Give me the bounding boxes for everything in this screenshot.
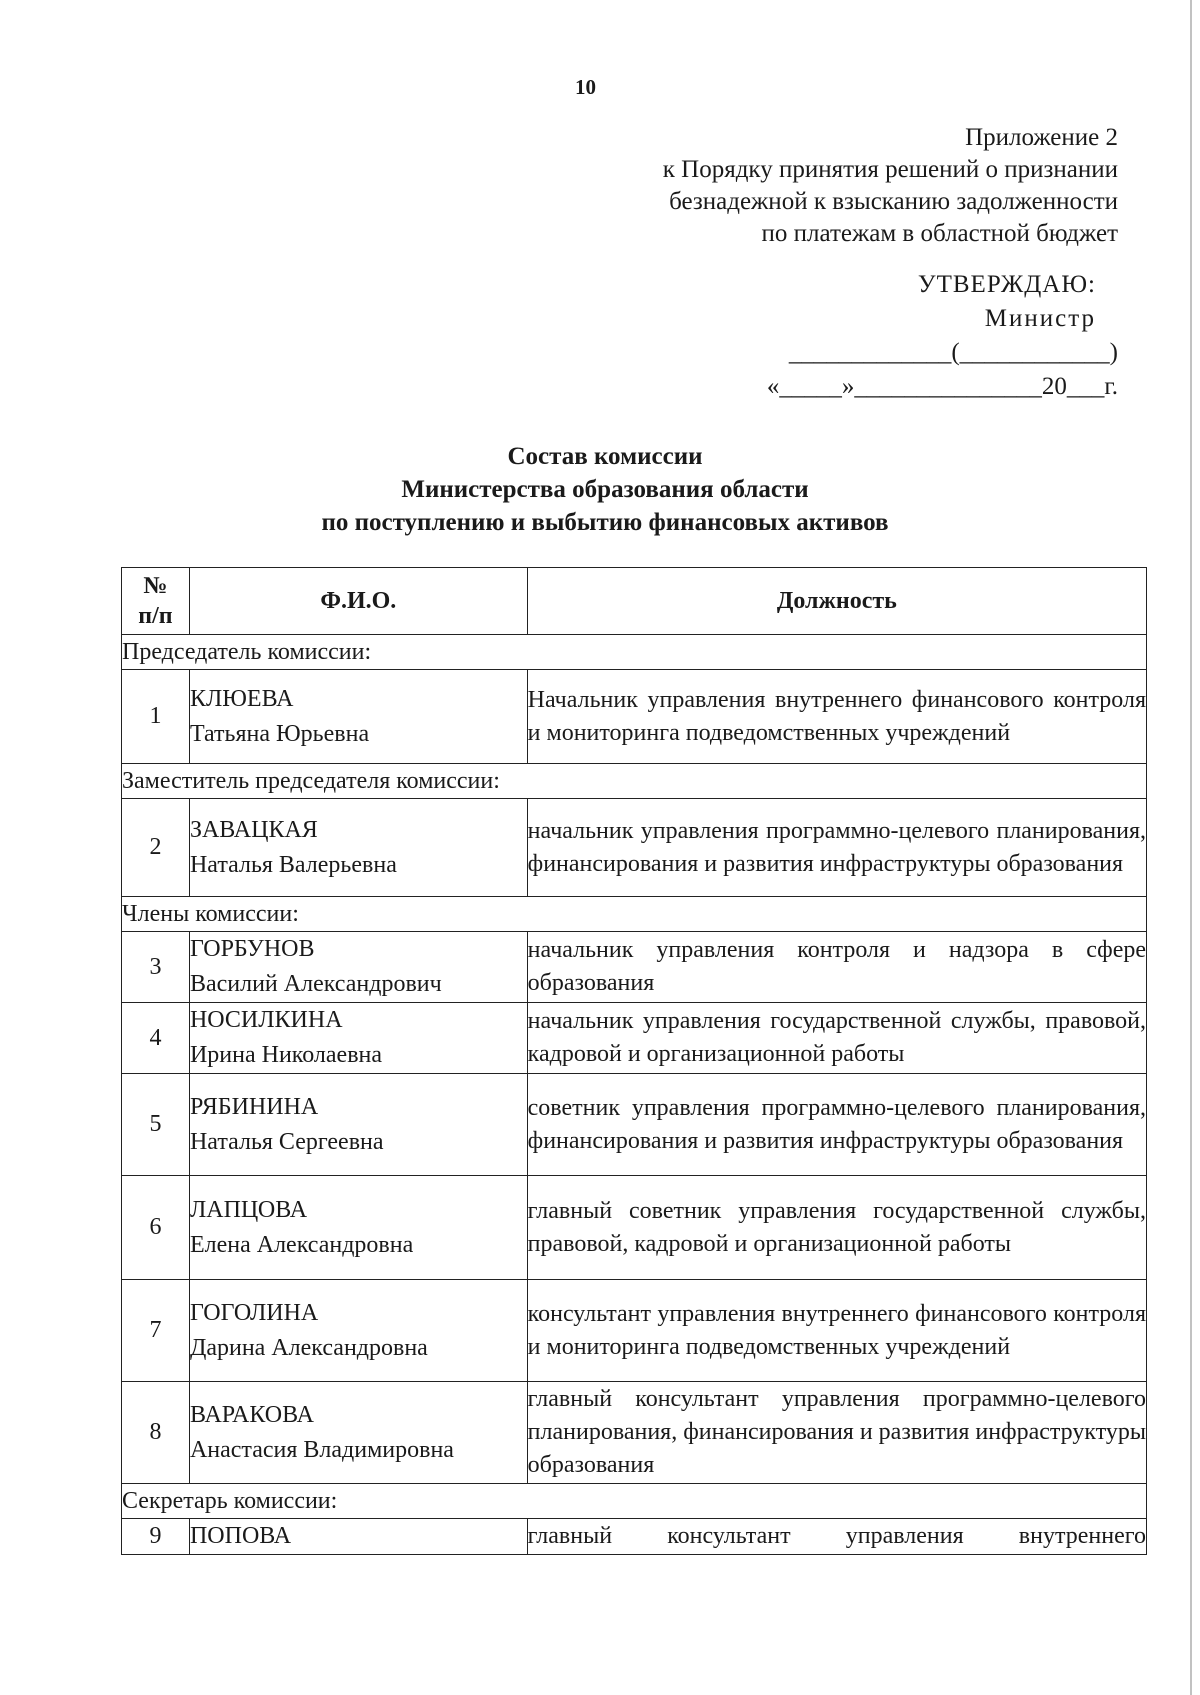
table-row bbox=[122, 670, 1147, 764]
row-surname: ЛАПЦОВА bbox=[189, 1196, 308, 1223]
section-deputy: Заместитель председателя комиссии: bbox=[122, 764, 1147, 799]
row-num: 7 bbox=[122, 1280, 190, 1382]
approval-block bbox=[698, 268, 1118, 404]
appendix-note bbox=[663, 122, 1118, 250]
row-given-name: Дарина Александровна bbox=[189, 1334, 428, 1361]
appendix-line-3: безнадежной к взысканию задолженности bbox=[669, 188, 1118, 215]
table-header-row bbox=[122, 568, 1147, 635]
approval-date-line: «_____»_______________20___г. bbox=[766, 373, 1118, 400]
row-given-name: Наталья Сергеевна bbox=[189, 1128, 384, 1155]
row-name bbox=[189, 1382, 527, 1484]
appendix-line-4: по платежам в областной бюджет bbox=[761, 220, 1118, 247]
section-row bbox=[122, 1484, 1147, 1519]
row-surname: КЛЮЕВА bbox=[189, 685, 294, 712]
row-position: главный консультант управления программно-целевого планирования, финансирования и развития инфраструктуры образования bbox=[527, 1382, 1146, 1484]
row-surname: РЯБИНИНА bbox=[189, 1093, 319, 1120]
header-num-label: № п/п bbox=[138, 573, 173, 629]
heading-line-3: по поступлению и выбытию финансовых активов bbox=[321, 509, 889, 536]
approval-role: Министр bbox=[984, 305, 1096, 332]
row-surname: НОСИЛКИНА bbox=[189, 1007, 343, 1033]
row-name bbox=[189, 1176, 527, 1280]
row-surname: ГОРБУНОВ bbox=[189, 936, 315, 962]
row-position: Начальник управления внутреннего финансового контроля и мониторинга подведомственных учреждений bbox=[527, 670, 1146, 764]
row-surname: ВАРАКОВА bbox=[189, 1401, 314, 1428]
section-row bbox=[122, 897, 1147, 932]
row-name bbox=[189, 1074, 527, 1176]
row-num: 1 bbox=[122, 670, 190, 764]
section-row bbox=[122, 764, 1147, 799]
heading-line-1: Состав комиссии bbox=[507, 443, 703, 470]
section-members: Члены комиссии: bbox=[122, 897, 1147, 932]
row-given-name: Татьяна Юрьевна bbox=[189, 720, 370, 747]
heading-line-2: Министерства образования области bbox=[401, 476, 809, 503]
page-number: 10 bbox=[575, 75, 596, 99]
page-edge-line bbox=[1190, 0, 1192, 1695]
section-chair: Председатель комиссии: bbox=[122, 635, 1147, 670]
row-position: консультант управления внутреннего финансового контроля и мониторинга подведомственных учреждений bbox=[527, 1280, 1146, 1382]
row-num: 2 bbox=[122, 799, 190, 897]
row-given-name: Ирина Николаевна bbox=[189, 1042, 383, 1068]
row-name bbox=[189, 1519, 527, 1555]
row-position: начальник управления государственной службы, правовой, кадровой и организационной работы bbox=[527, 1003, 1146, 1074]
header-num bbox=[122, 568, 190, 635]
table-row bbox=[122, 1280, 1147, 1382]
commission-table bbox=[121, 567, 1147, 1555]
appendix-line-1: Приложение 2 bbox=[965, 124, 1118, 151]
row-position: главный консультант управления внутреннего bbox=[527, 1519, 1146, 1555]
row-name bbox=[189, 1280, 527, 1382]
row-position: советник управления программно-целевого планирования, финансирования и развития инфраструктуры образования bbox=[527, 1074, 1146, 1176]
table-row bbox=[122, 1176, 1147, 1280]
header-name: Ф.И.О. bbox=[189, 568, 527, 635]
row-position: начальник управления контроля и надзора в сфере образования bbox=[527, 932, 1146, 1003]
row-position: начальник управления программно-целевого планирования, финансирования и развития инфраструктуры образования bbox=[527, 799, 1146, 897]
table-row bbox=[122, 932, 1147, 1003]
row-surname: ГОГОЛИНА bbox=[189, 1299, 319, 1326]
row-num: 5 bbox=[122, 1074, 190, 1176]
approval-title: УТВЕРЖДАЮ: bbox=[917, 271, 1096, 298]
row-given-name: Елена Александровна bbox=[189, 1231, 414, 1258]
row-name bbox=[189, 670, 527, 764]
table-row bbox=[122, 1382, 1147, 1484]
row-num: 9 bbox=[122, 1519, 190, 1555]
row-num: 3 bbox=[122, 932, 190, 1003]
appendix-line-2: к Порядку принятия решений о признании bbox=[662, 156, 1118, 183]
row-given-name: Василий Александрович bbox=[189, 971, 442, 997]
approval-signature-line: _____________(____________) bbox=[788, 339, 1118, 366]
row-name bbox=[189, 799, 527, 897]
section-row bbox=[122, 635, 1147, 670]
row-name bbox=[189, 1003, 527, 1074]
table-row bbox=[122, 799, 1147, 897]
row-name bbox=[189, 932, 527, 1003]
table-row bbox=[122, 1519, 1147, 1555]
table-row bbox=[122, 1074, 1147, 1176]
row-num: 4 bbox=[122, 1003, 190, 1074]
header-position: Должность bbox=[527, 568, 1146, 635]
document-heading bbox=[0, 440, 1200, 539]
row-num: 6 bbox=[122, 1176, 190, 1280]
row-given-name: Анастасия Владимировна bbox=[189, 1436, 454, 1463]
row-num: 8 bbox=[122, 1382, 190, 1484]
row-surname: ЗАВАЦКАЯ bbox=[189, 816, 318, 843]
row-given-name: Наталья Валерьевна bbox=[189, 851, 397, 878]
row-surname: ПОПОВА bbox=[189, 1523, 292, 1549]
table-row bbox=[122, 1003, 1147, 1074]
section-secretary: Секретарь комиссии: bbox=[122, 1484, 1147, 1519]
row-position: главный советник управления государственной службы, правовой, кадровой и организационной работы bbox=[527, 1176, 1146, 1280]
